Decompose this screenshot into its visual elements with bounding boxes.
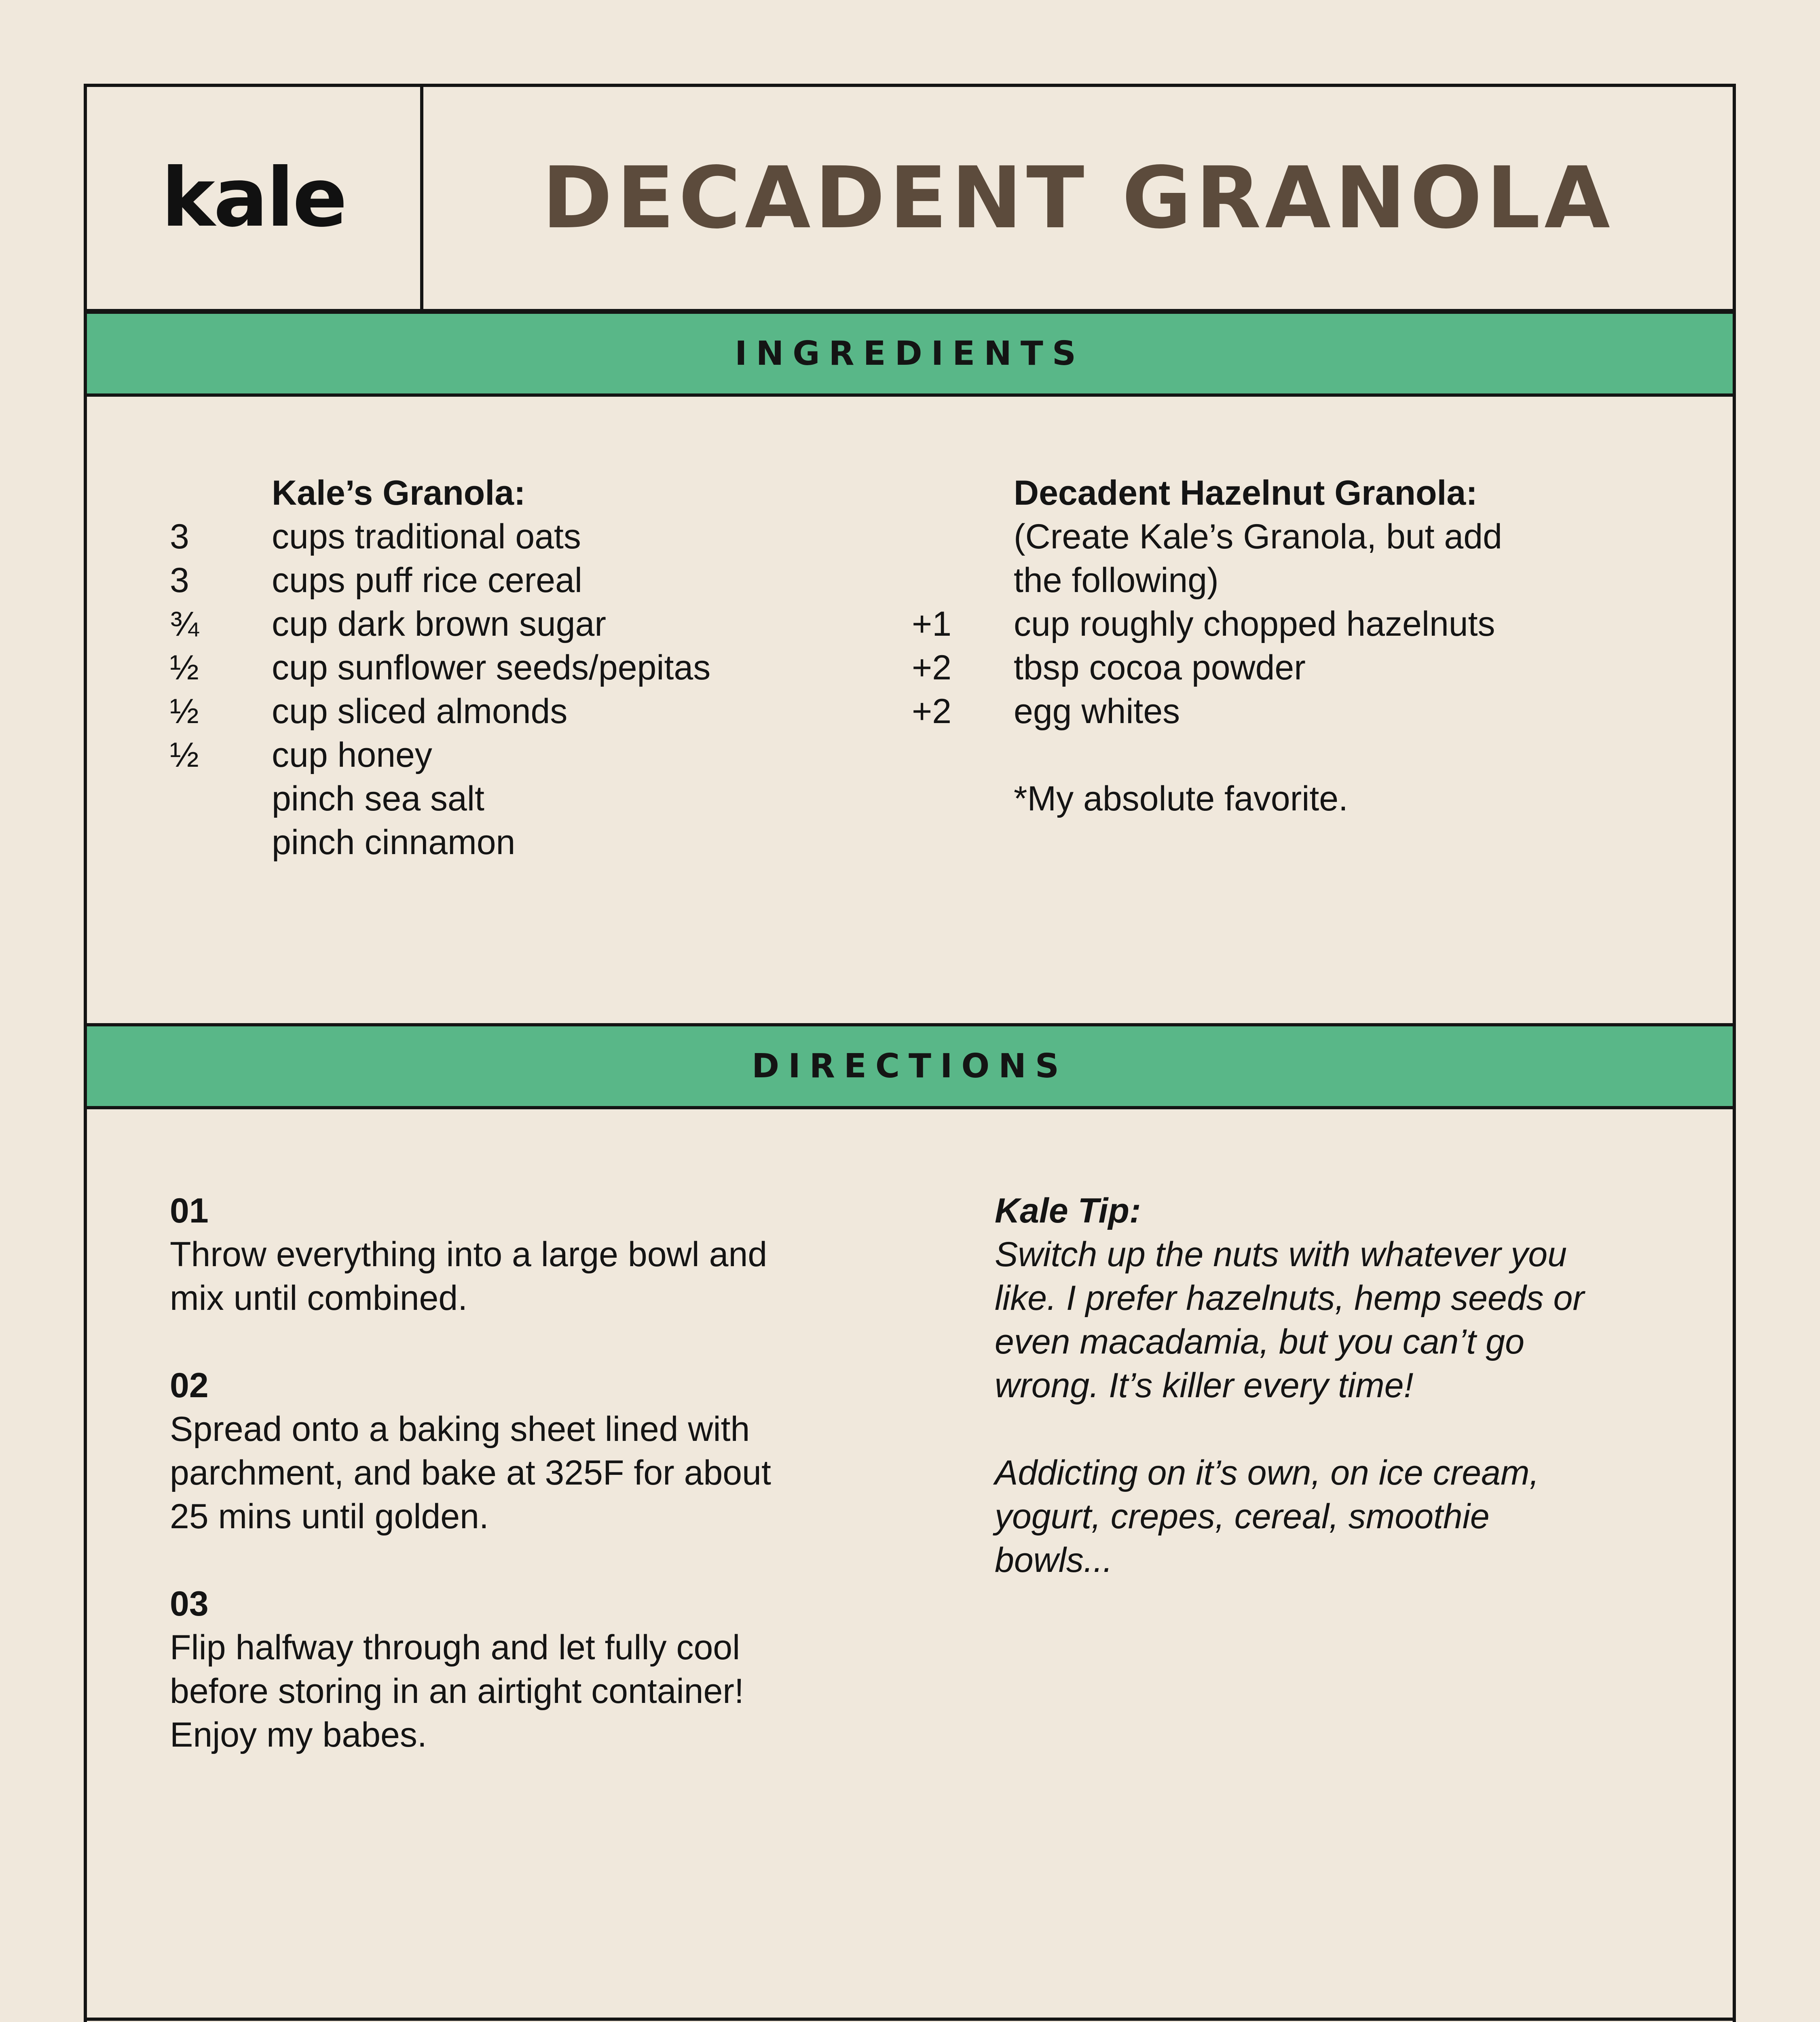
list-item	[170, 690, 710, 733]
ingredient-name: pinch cinnamon	[272, 823, 516, 862]
list-item	[170, 602, 710, 646]
kales-granola-list	[170, 471, 710, 864]
list-item	[170, 777, 710, 821]
list-item	[170, 733, 710, 777]
step-line: parchment, and bake at 325F for about	[170, 1453, 771, 1492]
hazelnut-note-line: the following)	[1014, 561, 1219, 600]
tip-line: even macadamia, but you can’t go	[995, 1322, 1524, 1361]
favorite-footnote: *My absolute favorite.	[1014, 779, 1348, 818]
ingredient-name: cup dark brown sugar	[272, 605, 606, 643]
tip-line: Addicting on it’s own, on ice cream,	[995, 1453, 1539, 1492]
ingredient-qty: ½	[170, 736, 199, 774]
step-number: 01	[170, 1191, 209, 1230]
ingredient-name: egg whites	[1014, 692, 1180, 731]
list-item	[170, 821, 710, 864]
directions-label: DIRECTIONS	[752, 1047, 1068, 1085]
step-line: before storing in an airtight container!	[170, 1672, 744, 1711]
ingredient-name: cup roughly chopped hazelnuts	[1014, 605, 1495, 643]
list-item	[170, 515, 710, 558]
ingredient-qty: ½	[170, 692, 199, 731]
ingredient-qty: ¾	[170, 605, 199, 643]
ingredient-qty: +2	[912, 692, 952, 731]
ingredient-name: tbsp cocoa powder	[1014, 648, 1306, 687]
ingredient-name: cup sliced almonds	[272, 692, 568, 731]
footer	[87, 2018, 1733, 2022]
tip-line: Switch up the nuts with whatever you	[995, 1235, 1567, 1274]
list-item	[912, 646, 1502, 690]
tip-line: yogurt, crepes, cereal, smoothie	[995, 1497, 1490, 1536]
tip-line: bowls...	[995, 1541, 1113, 1580]
directions-band	[87, 1023, 1733, 1109]
recipe-card	[84, 84, 1736, 2022]
ingredient-qty	[170, 821, 272, 864]
hazelnut-granola-heading: Decadent Hazelnut Granola:	[1014, 474, 1478, 512]
step-line: mix until combined.	[170, 1279, 468, 1318]
step-line: 25 mins until golden.	[170, 1497, 489, 1536]
ingredient-name: cup sunflower seeds/pepitas	[272, 648, 711, 687]
list-item	[170, 646, 710, 690]
step-line: Spread onto a baking sheet lined with	[170, 1410, 750, 1449]
ingredient-qty: +1	[912, 605, 952, 643]
hazelnut-note-line: (Create Kale’s Granola, but add	[1014, 517, 1502, 556]
step-01	[170, 1189, 898, 1320]
ingredient-name: cups puff rice cereal	[272, 561, 583, 600]
recipe-title: DECADENT GRANOLA	[542, 148, 1614, 247]
ingredient-qty	[170, 777, 272, 821]
ingredient-name: pinch sea salt	[272, 779, 484, 818]
ingredients-band	[87, 311, 1733, 397]
ingredient-qty: ½	[170, 648, 199, 687]
step-line: Enjoy my babes.	[170, 1715, 427, 1754]
list-item	[912, 602, 1502, 646]
ingredient-qty: 3	[170, 561, 189, 600]
hazelnut-granola-list	[912, 471, 1502, 821]
directions-steps	[170, 1189, 898, 1800]
ingredient-qty: +2	[912, 648, 952, 687]
kale-tip-heading: Kale Tip:	[995, 1191, 1141, 1230]
step-number: 03	[170, 1584, 209, 1623]
step-number: 02	[170, 1366, 209, 1405]
header	[87, 87, 1733, 312]
step-line: Flip halfway through and let fully cool	[170, 1628, 740, 1667]
kales-granola-heading: Kale’s Granola:	[272, 474, 526, 512]
kale-logo: kale	[161, 151, 346, 245]
ingredient-name: cup honey	[272, 736, 432, 774]
kale-tip	[995, 1189, 1682, 1582]
list-item	[912, 690, 1502, 733]
ingredient-name: cups traditional oats	[272, 517, 581, 556]
step-line: Throw everything into a large bowl and	[170, 1235, 767, 1274]
step-02	[170, 1364, 898, 1538]
ingredient-qty: 3	[170, 517, 189, 556]
list-item	[170, 558, 710, 602]
tip-line: wrong. It’s killer every time!	[995, 1366, 1414, 1405]
tip-line: like. I prefer hazelnuts, hemp seeds or	[995, 1279, 1584, 1318]
ingredients-label: INGREDIENTS	[735, 334, 1085, 373]
step-03	[170, 1582, 898, 1757]
title-cell	[423, 87, 1733, 309]
logo-cell	[87, 87, 423, 309]
